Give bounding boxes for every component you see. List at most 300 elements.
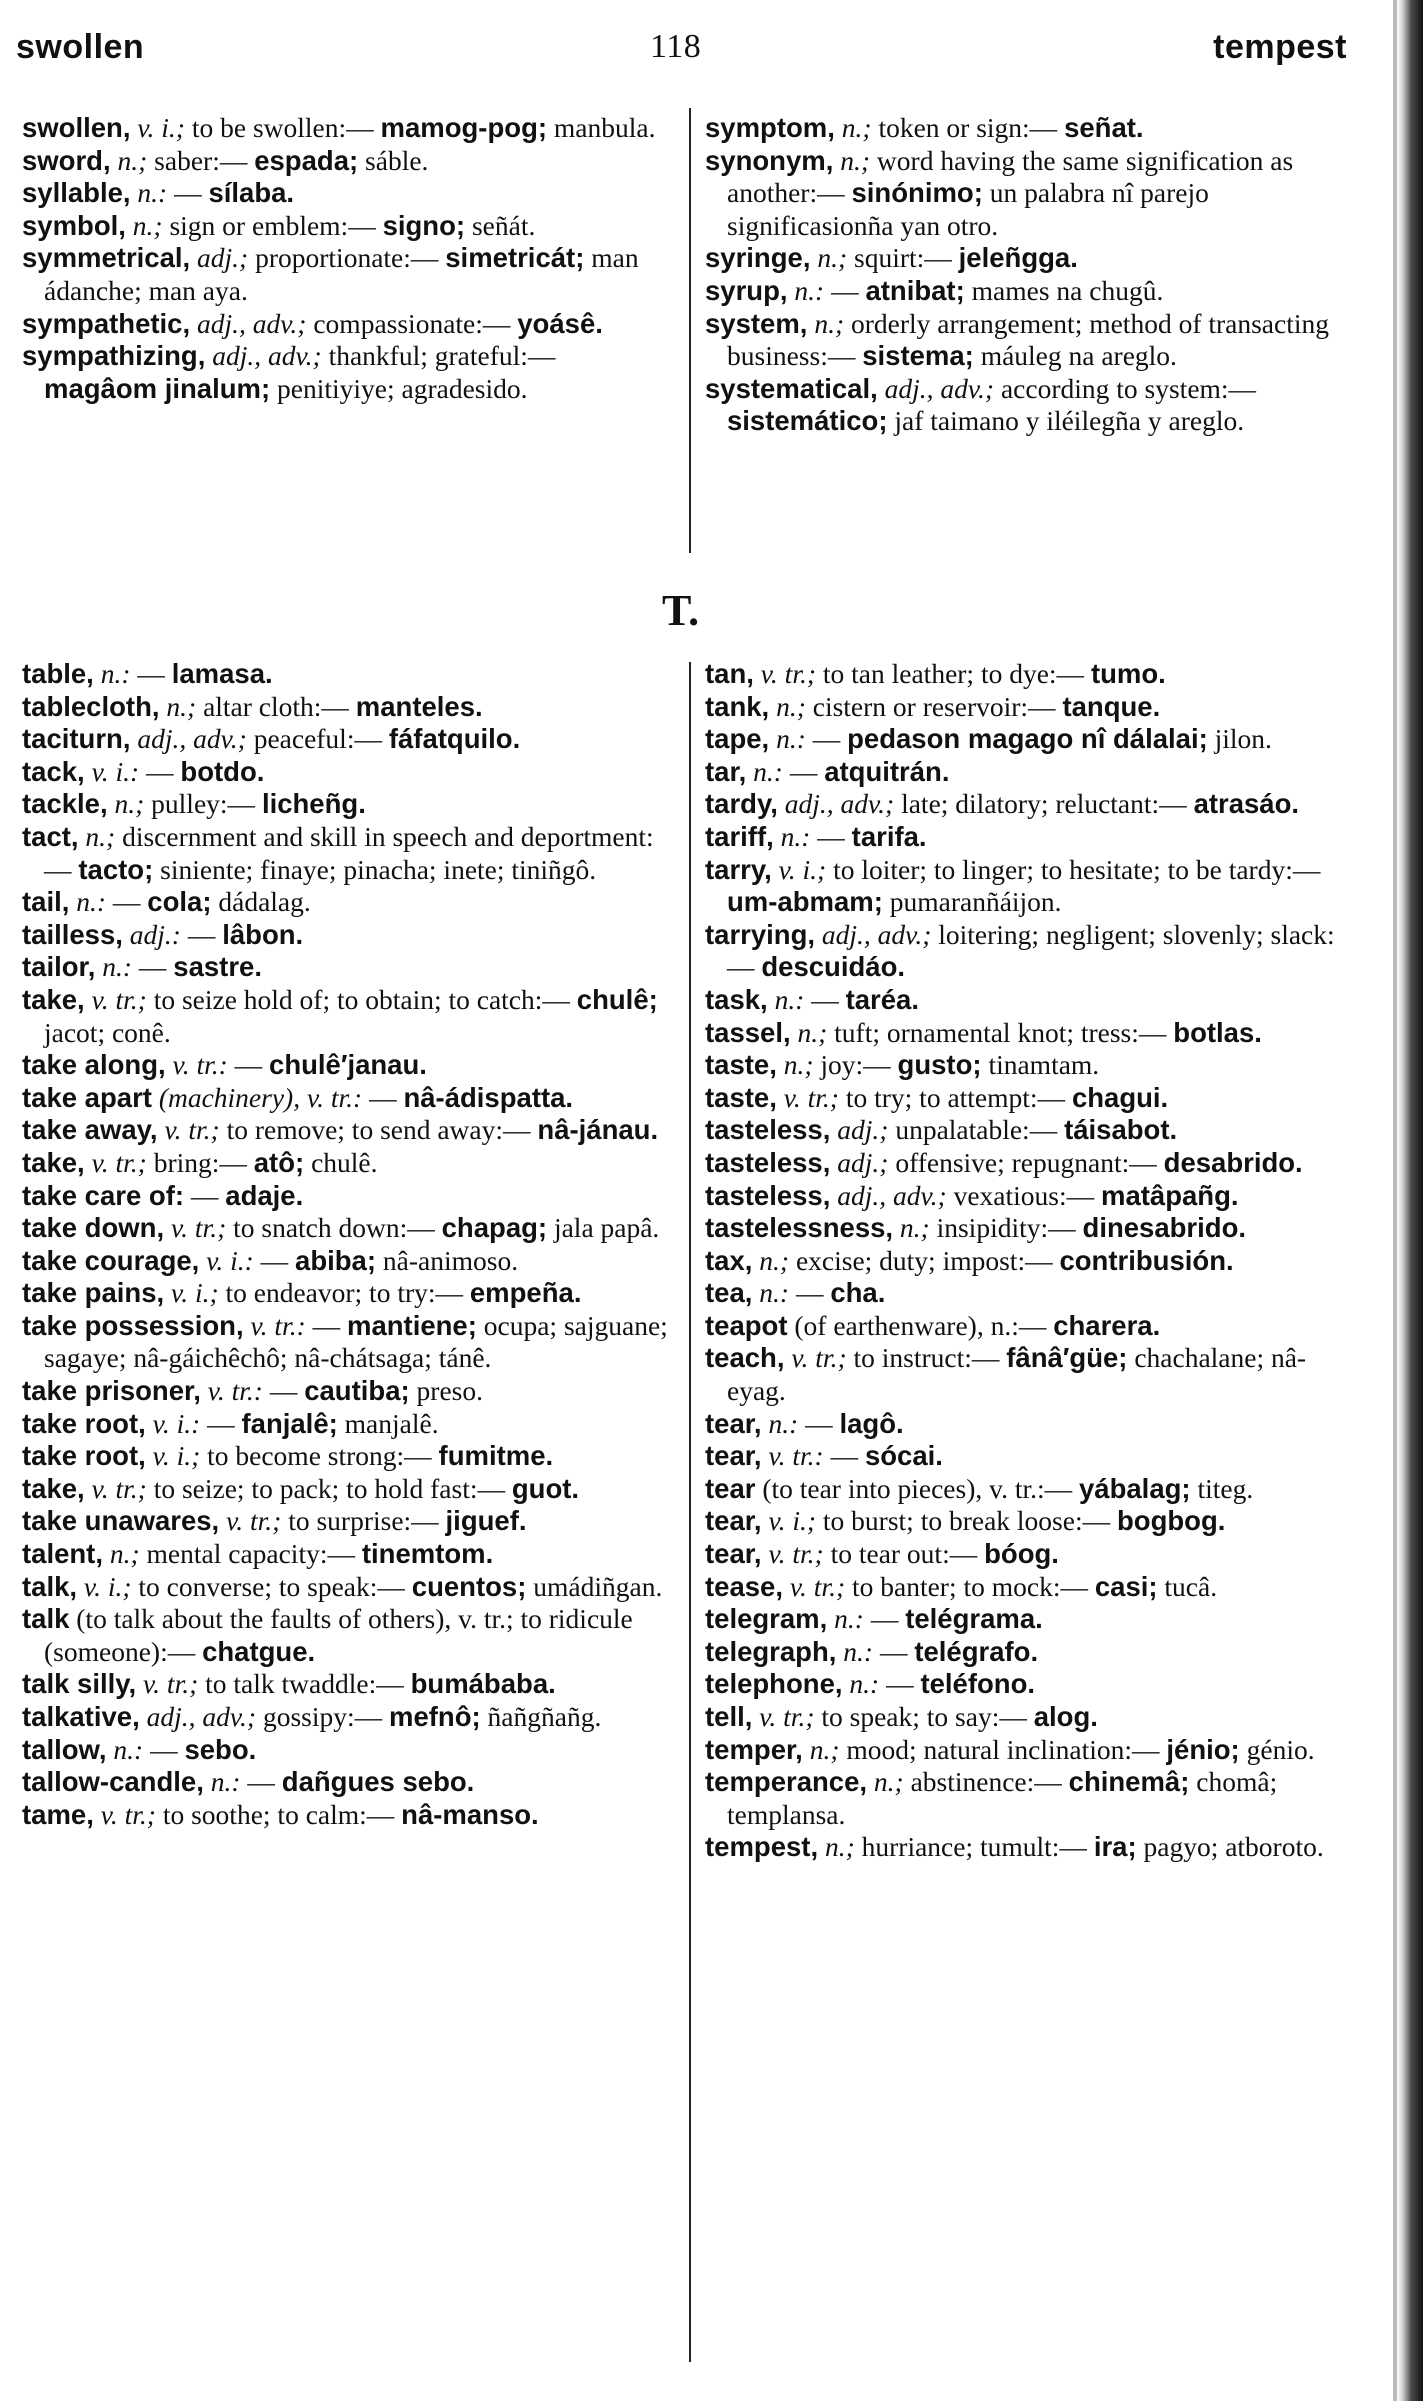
dictionary-entry (22, 340, 672, 405)
entry-part-of-speech: n.; (814, 307, 845, 339)
entry-headword: tastelessness, (705, 1212, 894, 1244)
entry-headword: take, (22, 1472, 85, 1504)
entry-additional-equivalents: jala papâ. (553, 1212, 660, 1244)
entry-definition: — (795, 1277, 824, 1309)
entry-chamorro-equivalent: nâ-manso. (401, 1798, 539, 1830)
entry-chamorro-equivalent: bogbog. (1116, 1505, 1226, 1537)
entry-chamorro-equivalent: contribusión. (1059, 1244, 1234, 1276)
dictionary-entry (705, 1734, 1350, 1767)
entry-part-of-speech: v. i.; (768, 1505, 817, 1537)
dictionary-entry (705, 1636, 1350, 1669)
entry-definition: squirt:— (854, 242, 952, 274)
dictionary-entry (705, 1342, 1350, 1407)
entry-chamorro-equivalent: magâom jinalum; (44, 372, 271, 404)
entry-chamorro-equivalent: cola; (147, 886, 212, 918)
entry-definition: — (187, 918, 216, 950)
entry-definition: (to talk about the faults of others), v. tr.; to ridicule (someone):— (44, 1603, 633, 1667)
entry-headword: take care of: (22, 1179, 185, 1211)
entry-part-of-speech: v. tr.; (170, 1212, 227, 1244)
entry-definition: to tear out:— (830, 1538, 978, 1570)
top-left-column (22, 112, 672, 405)
dictionary-entry (22, 1440, 672, 1473)
entry-definition: according to system:— (1000, 372, 1257, 404)
entry-chamorro-equivalent: matâpañg. (1101, 1179, 1239, 1211)
entry-definition: hurriance; tumult:— (861, 1831, 1087, 1863)
entry-headword: tack, (22, 755, 85, 787)
dictionary-entry (705, 1440, 1350, 1473)
entry-additional-equivalents: jacot; conê. (44, 1016, 171, 1048)
entry-definition: — (805, 1407, 833, 1439)
entry-definition: bring:— (153, 1146, 247, 1178)
entry-headword: synonym, (705, 144, 834, 176)
entry-definition: to remove; to send away:— (226, 1114, 531, 1146)
entry-chamorro-equivalent: manteles. (355, 690, 483, 722)
entry-part-of-speech: n.; (899, 1212, 930, 1244)
entry-definition: late; dilatory; reluctant:— (901, 788, 1187, 820)
entry-part-of-speech: n.; (117, 144, 148, 176)
entry-additional-equivalents: jilon. (1214, 723, 1272, 755)
entry-additional-equivalents: nâ-animoso. (382, 1244, 519, 1276)
entry-part-of-speech: adj.: (129, 918, 181, 950)
entry-headword: tea, (705, 1277, 753, 1309)
entry-headword: tear (705, 1472, 756, 1504)
entry-definition: to seize; to pack; to hold fast:— (153, 1472, 505, 1504)
dictionary-entry (705, 1766, 1350, 1831)
dictionary-entry (705, 756, 1350, 789)
entry-definition: to try; to attempt:— (845, 1081, 1066, 1113)
entry-chamorro-equivalent: fânâ′güe; (1006, 1342, 1128, 1374)
entry-part-of-speech: adj.; (837, 1146, 889, 1178)
entry-chamorro-equivalent: sistema; (862, 340, 974, 372)
entry-definition: to surprise:— (288, 1505, 439, 1537)
dictionary-entry (705, 1245, 1350, 1278)
dictionary-entry (22, 1180, 672, 1213)
entry-headword: system, (705, 307, 808, 339)
dictionary-entry (22, 821, 672, 886)
dictionary-entry (22, 210, 672, 243)
entry-headword: take pains, (22, 1277, 165, 1309)
entry-part-of-speech: v. tr.; (783, 1081, 839, 1113)
entry-chamorro-equivalent: simetricát; (445, 242, 585, 274)
entry-definition: mental capacity:— (146, 1538, 355, 1570)
running-head-left: swollen (16, 28, 145, 66)
entry-additional-equivalents: génio. (1246, 1733, 1315, 1765)
entry-headword: take root, (22, 1440, 146, 1472)
entry-additional-equivalents: pagyo; atboroto. (1143, 1831, 1324, 1863)
dictionary-entry (705, 1473, 1350, 1506)
dictionary-entry (22, 1505, 672, 1538)
dictionary-entry (22, 1799, 672, 1832)
entry-definition: joy:— (820, 1049, 891, 1081)
entry-definition: — (260, 1244, 289, 1276)
entry-chamorro-equivalent: atquitrán. (824, 755, 950, 787)
dictionary-entry (22, 1114, 672, 1147)
entry-additional-equivalents: chachalane; nâ-eyag. (727, 1342, 1307, 1407)
dictionary-entry (22, 242, 672, 307)
entry-additional-equivalents: jaf taimano y iléilegña y areglo. (894, 405, 1245, 437)
entry-definition: gossipy:— (262, 1701, 383, 1732)
dictionary-entry (705, 1049, 1350, 1082)
entry-part-of-speech: adj., adv.; (821, 918, 932, 950)
entry-part-of-speech: v. i.; (778, 853, 827, 885)
dictionary-entry (22, 1668, 672, 1701)
entry-chamorro-equivalent: sistemático; (727, 405, 888, 437)
entry-chamorro-equivalent: desabrido. (1163, 1146, 1303, 1178)
dictionary-entry (705, 275, 1350, 308)
entry-part-of-speech: v. tr.; (760, 658, 817, 689)
entry-chamorro-equivalent: tumo. (1090, 658, 1166, 689)
entry-part-of-speech: v. i.; (137, 112, 185, 143)
dictionary-entry (705, 1603, 1350, 1636)
entry-part-of-speech: adj., adv.; (884, 372, 995, 404)
entry-chamorro-equivalent: fumitme. (438, 1440, 554, 1472)
entry-definition: — (870, 1603, 899, 1635)
dictionary-entry (705, 1701, 1350, 1734)
entry-part-of-speech: v. tr.: (172, 1049, 228, 1081)
dictionary-entry (22, 1082, 672, 1115)
entry-definition: to be swollen:— (191, 112, 374, 143)
entry-definition: to converse; to speak:— (138, 1570, 405, 1602)
dictionary-entry (22, 788, 672, 821)
dictionary-entry (705, 145, 1350, 243)
entry-part-of-speech: n.: (768, 1407, 799, 1439)
entry-part-of-speech: n.: (753, 755, 783, 787)
entry-additional-equivalents: titeg. (1197, 1472, 1254, 1504)
dictionary-entry (705, 788, 1350, 821)
dictionary-entry (705, 1831, 1350, 1864)
dictionary-entry (705, 984, 1350, 1017)
dictionary-entry (705, 1082, 1350, 1115)
entry-headword: symptom, (705, 112, 835, 143)
dictionary-entry (22, 1049, 672, 1082)
entry-part-of-speech: v. i.: (152, 1407, 201, 1439)
entry-chamorro-equivalent: botlas. (1173, 1016, 1262, 1048)
entry-part-of-speech: n.; (759, 1244, 790, 1276)
entry-headword: tank, (705, 690, 770, 722)
dictionary-entry (22, 1245, 672, 1278)
entry-definition: insipidity:— (936, 1212, 1076, 1244)
entry-definition: — (789, 755, 818, 787)
entry-chamorro-equivalent: abiba; (295, 1244, 377, 1276)
entry-part-of-speech: n.: (113, 1733, 144, 1765)
entry-chamorro-equivalent: mamog-pog; (380, 112, 548, 143)
entry-part-of-speech: n.: (780, 820, 811, 852)
entry-headword: take, (22, 983, 85, 1015)
entry-chamorro-equivalent: nâ-jánau. (537, 1114, 659, 1146)
entry-part-of-speech: adj.; (837, 1114, 889, 1146)
entry-headword: tardy, (705, 788, 778, 820)
entry-headword: tackle, (22, 788, 108, 820)
page-number: 118 (650, 28, 702, 65)
entry-definition: to endeavor; to try:— (225, 1277, 464, 1309)
entry-definition: — (234, 1049, 263, 1081)
entry-definition: tuft; ornamental knot; tress:— (834, 1016, 1167, 1048)
entry-headword: take courage, (22, 1244, 200, 1276)
dictionary-entry (22, 756, 672, 789)
entry-part-of-speech: n.; (840, 144, 871, 176)
entry-headword: taste, (705, 1049, 777, 1081)
entry-definition: proportionate:— (255, 242, 439, 274)
entry-part-of-speech: v. i.: (91, 755, 140, 787)
entry-headword: sympathetic, (22, 307, 191, 339)
entry-definition: unpalatable:— (895, 1114, 1058, 1146)
dictionary-entry (22, 1701, 672, 1734)
entry-headword: systematical, (705, 372, 878, 404)
dictionary-entry (705, 1571, 1350, 1604)
entry-part-of-speech: n.; (809, 1733, 840, 1765)
entry-chamorro-equivalent: um-abmam; (727, 886, 883, 918)
entry-headword: take unawares, (22, 1505, 220, 1537)
entry-chamorro-equivalent: atnibat; (865, 274, 965, 306)
entry-definition: to become strong:— (207, 1440, 432, 1472)
entry-chamorro-equivalent: tacto; (78, 853, 154, 885)
entry-definition: — (369, 1081, 397, 1113)
entry-part-of-speech: v. tr.; (143, 1668, 199, 1700)
entry-part-of-speech: n.: (849, 1668, 880, 1700)
entry-headword: tallow-candle, (22, 1766, 204, 1798)
entry-definition: excise; duty; impost:— (795, 1244, 1053, 1276)
entry-headword: talkative, (22, 1701, 140, 1732)
dictionary-entry (22, 1473, 672, 1506)
entry-definition: token or sign:— (878, 112, 1058, 143)
entry-part-of-speech: v. tr.; (164, 1114, 220, 1146)
entry-part-of-speech: n.; (166, 690, 197, 722)
entry-chamorro-equivalent: fáfatquilo. (388, 723, 521, 755)
entry-chamorro-equivalent: chagui. (1071, 1081, 1169, 1113)
entry-chamorro-equivalent: atrasáo. (1193, 788, 1300, 820)
entry-headword: take along, (22, 1049, 166, 1081)
entry-chamorro-equivalent: signo; (382, 209, 466, 241)
dictionary-entry (705, 691, 1350, 724)
entry-headword: sympathizing, (22, 340, 206, 372)
entry-chamorro-equivalent: tanque. (1062, 690, 1161, 722)
entry-part-of-speech: adj., adv.; (212, 340, 322, 372)
dictionary-entry (705, 1147, 1350, 1180)
entry-definition: — (831, 274, 859, 306)
entry-headword: tear, (705, 1440, 762, 1472)
entry-definition: — (811, 983, 839, 1015)
entry-chamorro-equivalent: tarifa. (851, 820, 927, 852)
entry-headword: talent, (22, 1538, 103, 1570)
entry-chamorro-equivalent: dinesabrido. (1082, 1212, 1247, 1244)
entry-part-of-speech: v. tr.; (91, 1146, 147, 1178)
dictionary-entry (705, 723, 1350, 756)
entry-part-of-speech: v. i.: (206, 1244, 254, 1276)
entry-additional-equivalents: sáble. (365, 144, 429, 176)
entry-part-of-speech: n.: (834, 1603, 864, 1635)
entry-headword: talk, (22, 1570, 78, 1602)
entry-definition: sign or emblem:— (169, 209, 376, 241)
dictionary-entry (705, 1668, 1350, 1701)
entry-definition: — (812, 723, 841, 755)
entry-part-of-speech: n.: (76, 886, 107, 918)
dictionary-entry (22, 1766, 672, 1799)
dictionary-entry (705, 919, 1350, 984)
entry-headword: tape, (705, 723, 770, 755)
entry-part-of-speech: v. tr.; (791, 1342, 847, 1374)
entry-definition: compassionate:— (313, 307, 511, 339)
entry-definition: discernment and skill in speech and deportment:— (44, 820, 654, 885)
entry-definition: saber:— (154, 144, 248, 176)
entry-definition: to burst; to break loose:— (822, 1505, 1111, 1537)
entry-part-of-speech: n.; (132, 209, 163, 241)
entry-chamorro-equivalent: dañgues sebo. (281, 1766, 475, 1798)
entry-part-of-speech: v. tr.; (100, 1798, 156, 1830)
entry-definition: offensive; repugnant:— (895, 1146, 1157, 1178)
entry-definition: — (207, 1407, 235, 1439)
dictionary-entry (22, 112, 672, 145)
entry-definition: to speak; to say:— (821, 1701, 1027, 1732)
entry-definition: — (190, 1179, 219, 1211)
entry-part-of-speech: adj., adv.; (137, 723, 247, 755)
bottom-right-column (705, 658, 1350, 1864)
bottom-left-column (22, 658, 672, 1831)
section-letter: T. (662, 586, 700, 635)
entry-part-of-speech: adj.; (197, 242, 249, 274)
entry-headword: tasteless, (705, 1114, 831, 1146)
entry-headword: syringe, (705, 242, 811, 274)
dictionary-entry (705, 1505, 1350, 1538)
entry-headword: telegram, (705, 1603, 828, 1635)
entry-definition: (to tear into pieces), v. tr.:— (762, 1472, 1073, 1504)
entry-headword: taste, (705, 1081, 777, 1113)
dictionary-entry (22, 951, 672, 984)
entry-additional-equivalents: señát. (471, 209, 536, 241)
entry-chamorro-equivalent: sócai. (864, 1440, 943, 1472)
entry-definition: — (146, 755, 174, 787)
entry-definition: — (137, 658, 165, 689)
entry-headword: tarrying, (705, 918, 816, 950)
entry-headword: tan, (705, 658, 754, 689)
dictionary-entry (22, 1538, 672, 1571)
entry-chamorro-equivalent: jeleñgga. (958, 242, 1078, 274)
entry-additional-equivalents: tucâ. (1164, 1570, 1218, 1602)
entry-definition: vexatious:— (953, 1179, 1095, 1211)
entry-part-of-speech: n.; (873, 1766, 904, 1798)
column-rule-top (689, 108, 691, 553)
dictionary-entry (22, 919, 672, 952)
entry-part-of-speech: n.: (794, 274, 825, 306)
entry-part-of-speech: n.: (137, 177, 168, 209)
dictionary-entry (22, 1147, 672, 1180)
dictionary-entry (705, 1017, 1350, 1050)
entry-part-of-speech: v. tr.: (207, 1375, 263, 1407)
entry-part-of-speech: n.; (817, 242, 848, 274)
entry-headword: tasteless, (705, 1179, 831, 1211)
entry-headword: taciturn, (22, 723, 131, 755)
entry-chamorro-equivalent: bóog. (984, 1538, 1059, 1570)
dictionary-entry (705, 242, 1350, 275)
dictionary-entry (22, 1375, 672, 1408)
dictionary-entry (705, 1180, 1350, 1213)
entry-definition: — (269, 1375, 298, 1407)
entry-chamorro-equivalent: cuentos; (411, 1570, 527, 1602)
entry-headword: telephone, (705, 1668, 843, 1700)
entry-chamorro-equivalent: telégrafo. (914, 1635, 1039, 1667)
dictionary-entry (22, 308, 672, 341)
entry-definition: — (312, 1309, 341, 1341)
entry-additional-equivalents: un palabra nî parejo significasionña yan otro. (727, 177, 1209, 241)
entry-part-of-speech: v. tr.: (250, 1309, 306, 1341)
entry-headword: talk (22, 1603, 70, 1635)
entry-part-of-speech: v. tr.; (789, 1570, 846, 1602)
entry-definition: to soothe; to calm:— (162, 1798, 395, 1830)
entry-definition: to instruct:— (853, 1342, 1000, 1374)
entry-part-of-speech: n.; (797, 1016, 828, 1048)
entry-part-of-speech: v. i.; (152, 1440, 201, 1472)
entry-additional-equivalents: siniente; finaye; pinacha; inete; tiniñgô. (160, 853, 597, 885)
entry-part-of-speech: adj., adv.; (146, 1701, 257, 1732)
dictionary-entry (22, 145, 672, 178)
entry-chamorro-equivalent: guot. (511, 1472, 580, 1504)
entry-additional-equivalents: pumaranñáijon. (889, 886, 1062, 918)
entry-part-of-speech: adj., adv.; (197, 307, 307, 339)
dictionary-entry (22, 1408, 672, 1441)
entry-part-of-speech: n.; (824, 1831, 855, 1863)
dictionary-entry (705, 373, 1350, 438)
entry-chamorro-equivalent: lamasa. (171, 658, 273, 689)
entry-headword: temper, (705, 1733, 803, 1765)
top-right-column (705, 112, 1350, 438)
running-head-right: tempest (1213, 28, 1347, 66)
dictionary-entry (22, 177, 672, 210)
entry-definition: pulley:— (151, 788, 256, 820)
dictionary-entry (705, 1114, 1350, 1147)
entry-chamorro-equivalent: chinemâ; (1068, 1766, 1190, 1798)
entry-definition: — (174, 177, 202, 209)
entry-chamorro-equivalent: sílaba. (208, 177, 295, 209)
entry-headword: tempest, (705, 1831, 819, 1863)
dictionary-entry (22, 1734, 672, 1767)
entry-definition: peaceful:— (253, 723, 382, 755)
dictionary-entry (705, 821, 1350, 854)
entry-additional-equivalents: manbula. (553, 112, 656, 143)
entry-chamorro-equivalent: chulê; (576, 983, 658, 1015)
entry-definition: — (879, 1635, 908, 1667)
entry-chamorro-equivalent: licheñg. (261, 788, 366, 820)
entry-chamorro-equivalent: lâbon. (222, 918, 304, 950)
entry-headword: take down, (22, 1212, 165, 1244)
entry-part-of-speech: v. tr.; (768, 1538, 824, 1570)
entry-headword: take root, (22, 1407, 146, 1439)
entry-chamorro-equivalent: descuidáo. (761, 951, 906, 983)
dictionary-entry (705, 1277, 1350, 1310)
entry-headword: tailless, (22, 918, 123, 950)
entry-chamorro-equivalent: casi; (1094, 1570, 1158, 1602)
dictionary-entry (705, 308, 1350, 373)
entry-definition: (of earthenware), n.:— (794, 1309, 1047, 1341)
entry-chamorro-equivalent: teléfono. (920, 1668, 1036, 1700)
entry-chamorro-equivalent: tinemtom. (361, 1538, 494, 1570)
entry-additional-equivalents: dádalag. (218, 886, 311, 918)
entry-chamorro-equivalent: gusto; (897, 1049, 982, 1081)
entry-definition: word having the same signification as another:— (727, 144, 1294, 209)
entry-additional-equivalents: chulê. (311, 1146, 378, 1178)
entry-headword: teapot (705, 1309, 788, 1341)
entry-headword: symmetrical, (22, 242, 191, 274)
entry-definition: abstinence:— (910, 1766, 1062, 1798)
entry-definition: to snatch down:— (233, 1212, 435, 1244)
entry-headword: tarry, (705, 853, 772, 885)
entry-part-of-speech: adj., adv.; (837, 1179, 947, 1211)
dictionary-entry (22, 658, 672, 691)
entry-definition: mood; natural inclination:— (846, 1733, 1160, 1765)
entry-headword: tar, (705, 755, 747, 787)
entry-chamorro-equivalent: fanjalê; (241, 1407, 338, 1439)
entry-chamorro-equivalent: alog. (1033, 1701, 1098, 1732)
entry-part-of-speech: n.: (843, 1635, 874, 1667)
entry-chamorro-equivalent: sebo. (184, 1733, 257, 1765)
